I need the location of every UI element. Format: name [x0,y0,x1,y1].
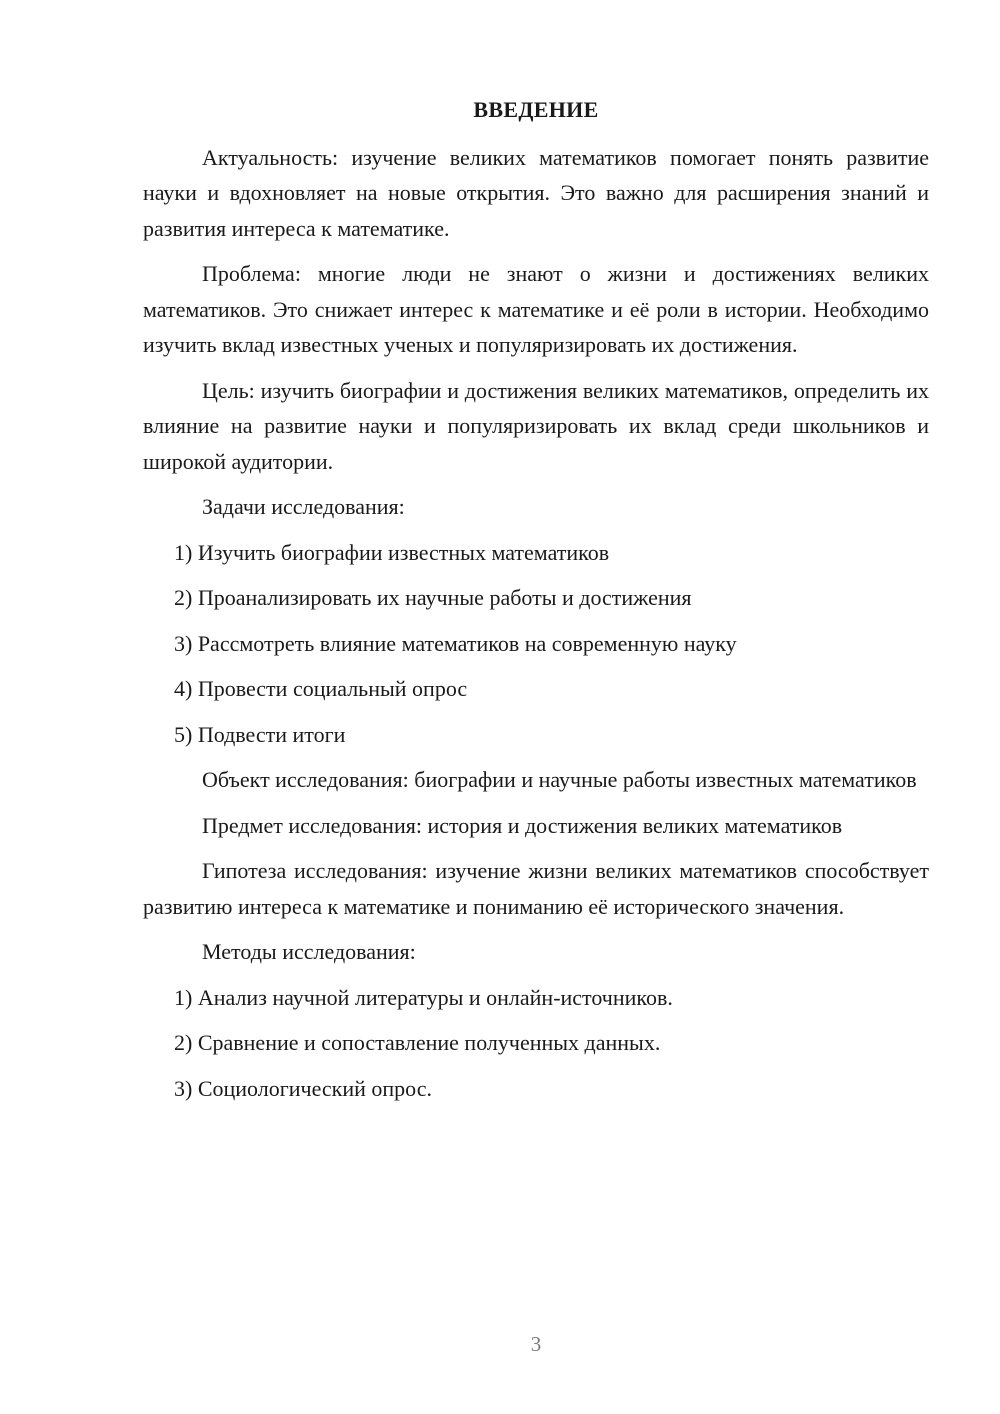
goal-paragraph: Цель: изучить биографии и достижения великих математиков, определить их влияние на развитие науки и популяризировать их вклад среди школьников и широкой аудитории. [143,377,929,474]
methods-heading: Методы исследования: [202,939,416,964]
subject-paragraph: Предмет исследования: история и достижения великих математиков [202,812,843,838]
list-item: 3) Рассмотреть влияние математиков на современную науку [174,630,737,656]
section-title: ВВЕДЕНИЕ [473,97,599,122]
page-number: 3 [530,1332,542,1356]
list-item: 1) Изучить биографии известных математиков [174,539,610,565]
tasks-heading: Задачи исследования: [202,494,405,519]
tasks-list [143,535,929,753]
list-item: 1) Анализ научной литературы и онлайн-источников. [174,984,673,1010]
list-item: 2) Сравнение и сопоставление полученных данных. [174,1030,661,1055]
hypothesis-paragraph: Гипотеза исследования: изучение жизни великих математиков способствует развитию интереса к математике и пониманию её исторического значения. [143,858,929,919]
list-item: 4) Провести социальный опрос [174,676,468,701]
problem-paragraph: Проблема: многие люди не знают о жизни и достижениях великих математиков. Это снижает интерес к математике и её роли в истории. Необходимо изучить вклад известных ученых и популяризировать их достижения. [143,261,929,357]
list-item: 2) Проанализировать их научные работы и достижения [174,585,692,610]
methods-list [143,980,929,1107]
relevance-paragraph: Актуальность: изучение великих математиков помогает понять развитие науки и вдохновляет на новые открытия. Это важно для расширения знаний и развития интереса к математике. [143,144,929,241]
list-item: 3) Социологический опрос. [174,1075,432,1101]
object-paragraph: Объект исследования: биографии и научные работы известных математиков [202,767,917,792]
list-item: 5) Подвести итоги [174,721,346,747]
document-body [143,92,929,1116]
